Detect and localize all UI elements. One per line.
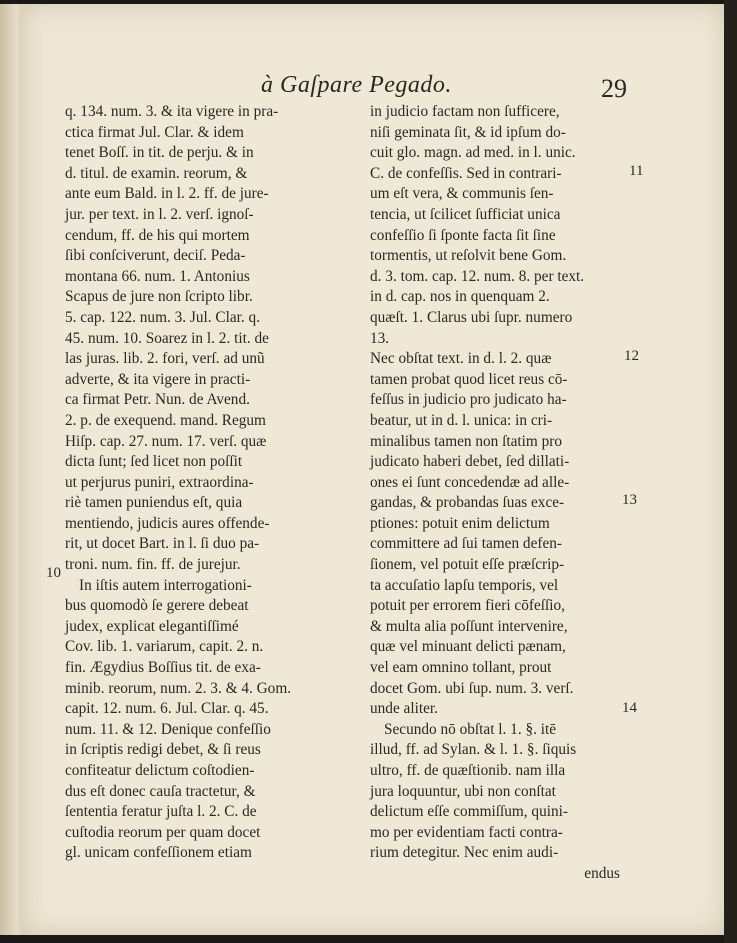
- text-line: in ſcriptis redigi debet, & ſi reus: [65, 741, 261, 759]
- margin-number: 13: [622, 492, 637, 508]
- text-line: ſionem, vel potuit eſſe præſcrip-: [370, 556, 565, 574]
- text-line: Scapus de jure non ſcripto libr.: [65, 288, 253, 306]
- text-line: dicta ſunt; ſed licet non poſſit: [65, 453, 243, 471]
- text-line: judicato haberi debet, ſed dillati-: [370, 453, 570, 471]
- page-edge: [724, 0, 737, 943]
- text-line: montana 66. num. 1. Antonius: [65, 267, 250, 285]
- text-line: delictum eſſe commiſſum, quini-: [370, 803, 568, 821]
- text-line: mentiendo, judicis aures offende-: [65, 514, 270, 532]
- text-line: jur. per text. in l. 2. verſ. ignoſ-: [65, 205, 254, 223]
- text-line: in d. cap. nos in quenquam 2.: [370, 288, 550, 306]
- text-line: cendum, ff. de his qui mortem: [65, 226, 250, 244]
- text-line: endus: [584, 864, 620, 882]
- text-line: rit, ut docet Bart. in l. ſi duo pa-: [65, 535, 260, 553]
- text-line: tenet Boſſ. in tit. de perju. & in: [65, 144, 254, 162]
- page-number: 29: [601, 74, 627, 103]
- text-line: potuit per errorem fieri cōfeſſio,: [370, 597, 565, 615]
- text-line: bus quomodò ſe gerere debeat: [65, 597, 249, 615]
- text-line: 45. num. 10. Soarez in l. 2. tit. de: [65, 329, 269, 347]
- text-line: d. 3. tom. cap. 12. num. 8. per text.: [370, 267, 585, 285]
- text-line: minib. reorum, num. 2. 3. & 4. Gom.: [65, 679, 292, 697]
- text-line: ptiones: potuit enim delictum: [370, 514, 550, 532]
- text-line: ſententia feratur juſta l. 2. C. de: [65, 803, 257, 821]
- text-line: riè tamen puniendus eſt, quia: [65, 494, 243, 512]
- text-line: ante eum Bald. in l. 2. ff. de jure-: [65, 185, 269, 203]
- text-line: ultro, ff. de quæſtionib. nam illa: [370, 762, 566, 779]
- text-line: adverte, & ita vigere in practi-: [65, 370, 251, 388]
- text-line: docet Gom. ubi ſup. num. 3. verſ.: [370, 679, 574, 697]
- text-line: ca firmat Petr. Nun. de Avend.: [65, 391, 250, 409]
- text-line: capit. 12. num. 6. Jul. Clar. q. 45.: [65, 700, 269, 718]
- text-line: num. 11. & 12. Denique confeſſio: [65, 720, 271, 738]
- text-line: troni. num. fin. ff. de jurejur.: [65, 556, 241, 574]
- text-line: fin. Ægydius Boſſius tit. de exa-: [65, 659, 261, 677]
- text-line: gandas, & probandas ſuas exce-: [370, 494, 565, 512]
- text-line: illud, ff. ad Sylan. & l. 1. §. ſiquis: [370, 741, 577, 759]
- margin-number: 11: [629, 163, 644, 179]
- text-line: quæ vel minuant delicti pænam,: [370, 638, 566, 656]
- text-line: beatur, ut in d. l. unica: in cri-: [370, 411, 553, 429]
- left-text-column: [65, 102, 359, 862]
- text-line: feſſus in judicio pro judicato ha-: [370, 391, 567, 409]
- text-line: Nec obſtat text. in d. l. 2. quæ: [370, 350, 552, 368]
- text-line: gl. unicam confeſſionem etiam: [65, 844, 252, 862]
- right-text-column: [370, 102, 624, 882]
- text-line: in judicio factam non ſufficere,: [370, 103, 560, 120]
- text-line: rium detegitur. Nec enim audi-: [370, 844, 559, 862]
- text-line: jura loquuntur, ubi non conſtat: [370, 782, 556, 800]
- text-line: ſibi conſciverunt, deciſ. Peda-: [65, 247, 246, 265]
- text-line: confiteatur delictum coſtodien-: [65, 762, 255, 779]
- text-line: Secundo nō obſtat l. 1. §. itē: [384, 720, 557, 738]
- text-line: ones ei ſunt concedendæ ad alle-: [370, 473, 570, 491]
- text-line: tamen probat quod licet reus cō-: [370, 370, 568, 388]
- text-line: committere ad ſui tamen defen-: [370, 535, 562, 553]
- text-line: confeſſio ſi ſponte facta ſit ſine: [370, 226, 556, 244]
- text-line: tormentis, ut reſolvit bene Gom.: [370, 247, 567, 265]
- text-line: ta accuſatio lapſu temporis, vel: [370, 576, 559, 594]
- text-line: q. 134. num. 3. & ita vigere in pra-: [65, 103, 279, 120]
- text-line: dus eſt donec cauſa tractetur, &: [65, 782, 256, 800]
- text-line: minalibus tamen non ſtatim pro: [370, 432, 563, 450]
- text-line: quæſt. 1. Clarus ubi ſupr. numero: [370, 308, 573, 326]
- text-line: cuſtodia reorum per quam docet: [65, 823, 261, 841]
- text-line: mo per evidentiam facti contra-: [370, 823, 563, 841]
- text-line: C. de confeſſis. Sed in contrari-: [370, 164, 562, 182]
- text-line: unde aliter.: [370, 700, 438, 718]
- margin-number: 12: [624, 348, 639, 364]
- text-line: ctica firmat Jul. Clar. & idem: [65, 123, 244, 141]
- text-line: 13.: [370, 329, 390, 347]
- running-head: à Gaſpare Pegado.: [261, 72, 452, 98]
- margin-number: 14: [622, 700, 637, 716]
- page-header: [255, 64, 635, 104]
- text-line: & multa alia poſſunt intervenire,: [370, 617, 568, 635]
- text-line: Hiſp. cap. 27. num. 17. verſ. quæ: [65, 432, 267, 450]
- text-line: In iſtis autem interrogationi-: [79, 576, 252, 594]
- text-line: 2. p. de exequend. mand. Regum: [65, 411, 266, 429]
- text-line: niſi geminata ſit, & id ipſum do-: [370, 123, 566, 141]
- text-line: d. titul. de examin. reorum, &: [65, 164, 248, 182]
- text-line: tencia, ut ſcilicet ſufficiat unica: [370, 205, 561, 223]
- book-gutter: [0, 4, 24, 935]
- text-line: judex, explicat elegantiſſimé: [65, 617, 239, 635]
- text-line: Cov. lib. 1. variarum, capit. 2. n.: [65, 638, 264, 656]
- text-line: vel eam omnino tollant, prout: [370, 659, 552, 677]
- margin-number: 10: [46, 565, 61, 581]
- text-line: las juras. lib. 2. fori, verſ. ad unũ: [65, 350, 265, 368]
- text-line: cuit glo. magn. ad med. in l. unic.: [370, 144, 576, 162]
- text-line: 5. cap. 122. num. 3. Jul. Clar. q.: [65, 308, 261, 326]
- text-line: ut perjurus puniri, extraordina-: [65, 473, 254, 491]
- text-line: um eſt vera, & communis ſen-: [370, 185, 554, 203]
